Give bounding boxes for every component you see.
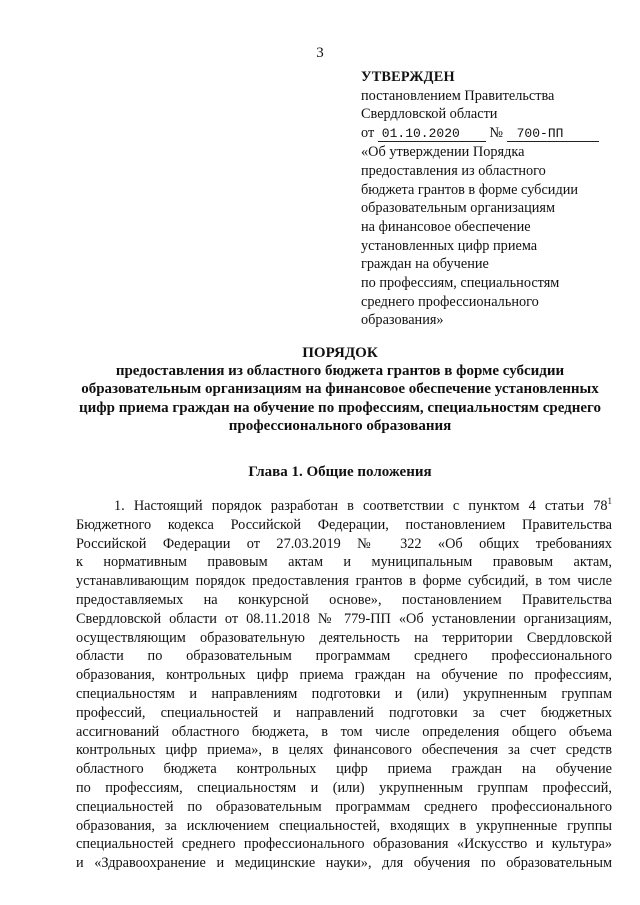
approval-subject-line: «Об утверждении Порядка bbox=[361, 144, 525, 161]
chapter-heading: Глава 1. Общие положения bbox=[248, 464, 432, 480]
paragraph-line: к нормативным правовым актам и муниципальным правовым актам, bbox=[76, 554, 612, 571]
approval-subject-line: среднего профессионального bbox=[361, 293, 539, 310]
approval-number: 700-ПП bbox=[507, 126, 599, 142]
number-prefix: № bbox=[489, 125, 504, 142]
date-prefix: от bbox=[361, 125, 375, 142]
approval-subject-line: образовательным организациям bbox=[361, 200, 556, 217]
approval-subject-line: на финансовое обеспечение bbox=[361, 218, 531, 235]
document-subtitle-line: цифр приема граждан на обучение по профессиям, специальностям среднего bbox=[79, 399, 601, 416]
paragraph-line: осуществляющим образовательную деятельность на территории Свердловской bbox=[76, 629, 612, 646]
paragraph-line: образования, контрольных цифр приема граждан на обучение по профессиям, bbox=[76, 667, 612, 684]
approval-subject-line: граждан на обучение bbox=[361, 256, 489, 273]
paragraph-line: и «Здравоохранение и медицинские науки», для обучения по образовательным bbox=[76, 855, 612, 872]
document-subtitle-line: образовательным организациям на финансовое обеспечение установленных bbox=[81, 381, 599, 398]
paragraph-line bbox=[76, 497, 612, 516]
document-subtitle-line: профессионального образования bbox=[228, 417, 452, 434]
approval-date-line bbox=[361, 124, 621, 143]
approval-subject-line: бюджета грантов в форме субсидии bbox=[361, 181, 579, 198]
document-subtitle-line: предоставления из областного бюджета грантов в форме субсидии bbox=[115, 363, 565, 380]
paragraph-line: контрольных цифр приема», в целях финансового обеспечения за счет средств bbox=[76, 742, 612, 759]
paragraph-line: профессий, специальностей и направлений подготовки за счет бюджетных bbox=[76, 704, 612, 721]
approval-subject-line: образования» bbox=[361, 312, 444, 329]
paragraph-1 bbox=[76, 497, 612, 873]
document-heading bbox=[60, 344, 620, 435]
paragraph-line: Российской Федерации от 27.03.2019 № 322 «Об общих требованиях bbox=[76, 535, 612, 552]
approval-line: постановлением Правительства bbox=[361, 87, 555, 104]
paragraph-line: Свердловской области от 08.11.2018 № 779-ПП «Об установлении организациям, bbox=[76, 610, 612, 627]
paragraph-line: Бюджетного кодекса Российской Федерации, постановлением Правительства bbox=[76, 516, 612, 533]
paragraph-line: областного бюджета контрольных цифр приема граждан на обучение bbox=[76, 761, 612, 778]
page-number: 3 bbox=[316, 45, 324, 61]
paragraph-line: образования, за исключением специальностей, входящих в укрупненные группы bbox=[76, 817, 612, 834]
paragraph-line: предоставляемых на конкурсной основе», постановлением Правительства bbox=[76, 591, 612, 608]
paragraph-line: по профессиям, специальностям и (или) укрупненным группам профессий, bbox=[76, 779, 612, 796]
approval-date: 01.10.2020 bbox=[378, 126, 486, 142]
approval-line: Свердловской области bbox=[361, 106, 498, 123]
approval-title: УТВЕРЖДЕН bbox=[361, 69, 455, 85]
approval-subject-line: установленных цифр приема bbox=[361, 237, 538, 254]
approval-subject-line: по профессиям, специальностям bbox=[361, 275, 560, 292]
paragraph-first-line-text: 1. Настоящий порядок разработан в соответствии с пунктом 4 статьи 78 bbox=[114, 498, 608, 514]
paragraph-line: специальностей среднего профессионального образования «Искусство и культура» bbox=[76, 836, 612, 853]
approval-subject-line: предоставления из областного bbox=[361, 162, 546, 179]
paragraph-line: ассигнований областного бюджета, в том числе определения общего объема bbox=[76, 723, 612, 740]
superscript: 1 bbox=[607, 497, 612, 506]
paragraph-line: области по образовательным программам среднего профессионального bbox=[76, 648, 612, 665]
approval-stamp bbox=[361, 68, 621, 330]
paragraph-line: специальностей по образовательным программам среднего профессионального bbox=[76, 798, 612, 815]
document-title: ПОРЯДОК bbox=[302, 345, 378, 361]
paragraph-line: устанавливающим порядок предоставления грантов в форме субсидий, в том числе bbox=[76, 573, 612, 590]
paragraph-line: специальностям и направлениям подготовки и (или) укрупненным группам bbox=[76, 685, 612, 702]
